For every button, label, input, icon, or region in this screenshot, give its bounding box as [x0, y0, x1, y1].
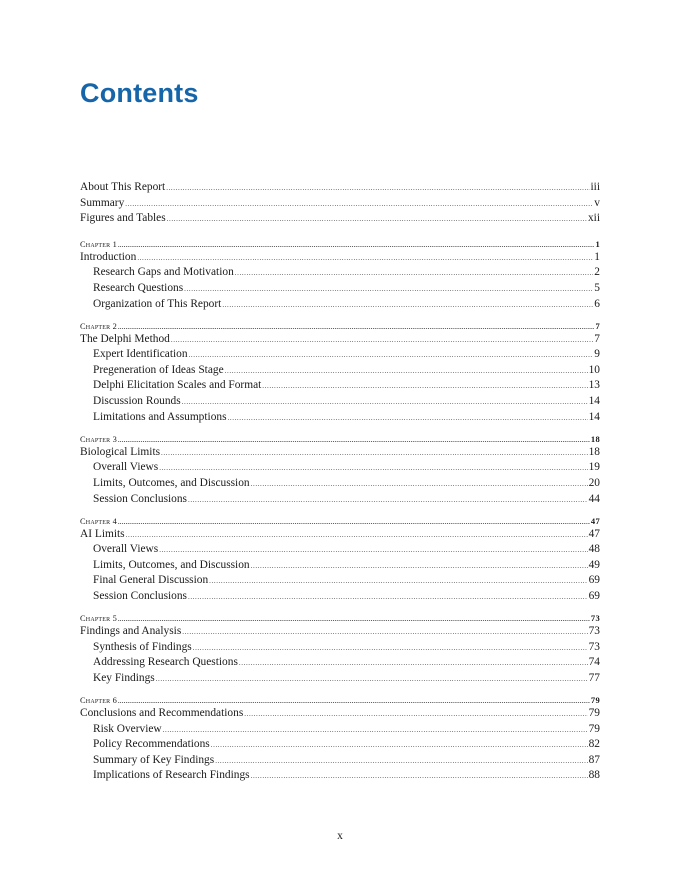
leader-dots	[159, 464, 587, 472]
toc-entry-label: Final General Discussion	[93, 574, 209, 587]
toc-page-number: 1	[594, 250, 600, 263]
leader-dots	[188, 593, 588, 601]
toc-page-number: 88	[588, 769, 600, 782]
leader-dots	[262, 382, 587, 390]
leader-dots	[167, 215, 587, 223]
toc-section-entry[interactable]	[80, 723, 600, 739]
leader-dots	[163, 726, 588, 734]
toc-section-entry[interactable]	[80, 282, 600, 298]
toc-entry-label: Overall Views	[93, 543, 159, 556]
toc-section-entry[interactable]	[80, 461, 600, 477]
toc-page-number: 69	[588, 589, 600, 602]
chapter-label: Chapter 6	[80, 695, 118, 705]
toc-entry-label: Introduction	[80, 250, 137, 263]
toc-page-number: v	[594, 196, 600, 209]
toc-section-entry[interactable]	[80, 379, 600, 395]
toc-page-number: 14	[588, 410, 600, 423]
page-folio: x	[337, 830, 343, 842]
toc-section-entry[interactable]	[80, 364, 600, 380]
toc-chapter-heading[interactable]	[80, 516, 600, 528]
toc-chapter-heading[interactable]	[80, 321, 600, 333]
toc-section-entry[interactable]	[80, 298, 600, 314]
chapter-label: Chapter 2	[80, 321, 118, 331]
toc-chapter-heading[interactable]	[80, 239, 600, 251]
page-title: Contents	[80, 78, 199, 108]
leader-dots	[244, 710, 587, 718]
toc-entry-label: Discussion Rounds	[93, 395, 181, 408]
toc-page-number: 7	[595, 320, 600, 331]
toc-section-entry[interactable]	[80, 266, 600, 282]
toc-entry-label: About This Report	[80, 181, 166, 193]
toc-entry-about[interactable]	[80, 181, 600, 197]
leader-dots	[239, 659, 588, 667]
toc-entry-label: Implications of Research Findings	[93, 769, 250, 782]
toc-page-number: 77	[588, 671, 600, 684]
toc-page-number: 79	[590, 694, 600, 705]
toc-page-number: 69	[588, 574, 600, 587]
leader-dots	[182, 628, 587, 636]
leader-dots	[118, 438, 590, 444]
toc-page-number: 18	[590, 433, 600, 444]
toc-entry-label: Delphi Elicitation Scales and Format	[93, 379, 262, 392]
toc-entry-label: Policy Recommendations	[93, 738, 210, 751]
leader-dots	[118, 325, 594, 331]
toc-entry-label: Summary	[80, 196, 125, 209]
toc-entry-label: Research Questions	[93, 281, 184, 294]
toc-entry-label: Expert Identification	[93, 348, 188, 361]
toc-entry-label: Research Gaps and Motivation	[93, 266, 234, 279]
toc-section-entry[interactable]	[80, 559, 600, 575]
toc-entry-label: Session Conclusions	[93, 492, 187, 505]
leader-dots	[159, 546, 587, 554]
toc-page-number: 74	[588, 656, 600, 669]
toc-page-number: 2	[594, 266, 600, 279]
toc-page-number: 87	[588, 753, 600, 766]
toc-section-entry[interactable]	[80, 348, 600, 364]
toc-page-number: 1	[595, 238, 600, 249]
leader-dots	[251, 480, 588, 488]
toc-page-number: 73	[588, 625, 600, 638]
chapter-label: Chapter 1	[80, 239, 118, 249]
leader-dots	[215, 757, 587, 765]
toc-page-number: 6	[594, 297, 600, 310]
leader-dots	[251, 562, 588, 570]
toc-page-number: 47	[588, 527, 600, 540]
leader-dots	[189, 351, 594, 359]
toc-entry-label: Overall Views	[93, 461, 159, 474]
leader-dots	[228, 414, 588, 422]
chapter-label: Chapter 4	[80, 516, 118, 526]
table-of-contents	[80, 181, 600, 785]
toc-section-entry[interactable]	[80, 641, 600, 657]
leader-dots	[222, 301, 593, 309]
toc-entry-label: Session Conclusions	[93, 589, 187, 602]
toc-page-number: iii	[590, 181, 600, 193]
leader-dots	[166, 184, 589, 192]
toc-chapter-title[interactable]	[80, 625, 600, 641]
toc-entry-label: Organization of This Report	[93, 297, 222, 310]
leader-dots	[235, 269, 594, 277]
toc-entry-label: Limits, Outcomes, and Discussion	[93, 476, 250, 489]
toc-entry-label: Synthesis of Findings	[93, 640, 192, 653]
leader-dots	[251, 772, 588, 780]
leader-dots	[225, 367, 588, 375]
toc-entry-label: Conclusions and Recommendations	[80, 706, 244, 719]
toc-chapter-title[interactable]	[80, 707, 600, 723]
chapter-label: Chapter 3	[80, 434, 118, 444]
toc-entry-label: AI Limits	[80, 527, 125, 540]
leader-dots	[211, 741, 588, 749]
leader-dots	[118, 520, 590, 526]
toc-section-entry[interactable]	[80, 493, 600, 509]
toc-entry-summary[interactable]	[80, 197, 600, 213]
toc-chapter-title[interactable]	[80, 528, 600, 544]
toc-entry-label: Limits, Outcomes, and Discussion	[93, 558, 250, 571]
toc-page-number: 47	[590, 515, 600, 526]
toc-page-number: 18	[588, 445, 600, 458]
leader-dots	[188, 496, 588, 504]
leader-dots	[118, 699, 590, 705]
toc-chapter-title[interactable]	[80, 333, 600, 349]
leader-dots	[161, 449, 588, 457]
toc-page-number: 44	[588, 492, 600, 505]
toc-chapter-heading[interactable]	[80, 695, 600, 707]
toc-page-number: 82	[588, 738, 600, 751]
leader-dots	[137, 254, 593, 262]
leader-dots	[209, 577, 587, 585]
leader-dots	[193, 644, 588, 652]
toc-section-entry[interactable]	[80, 543, 600, 559]
toc-page-number: 73	[590, 613, 600, 624]
toc-page-number: 49	[588, 558, 600, 571]
toc-entry-label: Limitations and Assumptions	[93, 410, 227, 423]
toc-section-entry[interactable]	[80, 738, 600, 754]
leader-dots	[182, 398, 588, 406]
leader-dots	[156, 675, 588, 683]
toc-page-number: 48	[588, 543, 600, 556]
toc-section-entry[interactable]	[80, 574, 600, 590]
toc-section-entry[interactable]	[80, 754, 600, 770]
toc-chapter-heading[interactable]	[80, 434, 600, 446]
toc-page-number: 9	[594, 348, 600, 361]
toc-section-entry[interactable]	[80, 656, 600, 672]
leader-dots	[118, 243, 594, 249]
toc-section-entry[interactable]	[80, 477, 600, 493]
toc-page-number: 73	[588, 640, 600, 653]
toc-page-number: xii	[587, 212, 600, 225]
toc-section-entry[interactable]	[80, 672, 600, 688]
toc-page-number: 10	[588, 363, 600, 376]
toc-page-number: 7	[594, 332, 600, 345]
toc-entry-label: Biological Limits	[80, 445, 161, 458]
leader-dots	[184, 285, 593, 293]
toc-entry-label: The Delphi Method	[80, 332, 170, 345]
toc-page-number: 79	[588, 722, 600, 735]
toc-entry-figures[interactable]	[80, 212, 600, 228]
toc-section-entry[interactable]	[80, 590, 600, 606]
toc-entry-label: Figures and Tables	[80, 212, 166, 225]
toc-page-number: 20	[588, 476, 600, 489]
toc-chapter-title[interactable]	[80, 446, 600, 462]
leader-dots	[118, 617, 590, 623]
leader-dots	[125, 200, 593, 208]
toc-page-number: 13	[588, 379, 600, 392]
toc-entry-label: Pregeneration of Ideas Stage	[93, 363, 224, 376]
chapter-label: Chapter 5	[80, 614, 118, 624]
toc-entry-label: Key Findings	[93, 671, 155, 684]
toc-entry-label: Addressing Research Questions	[93, 656, 238, 669]
toc-page-number: 14	[588, 395, 600, 408]
toc-page-number: 79	[588, 706, 600, 719]
toc-page-number: 5	[594, 281, 600, 294]
toc-entry-label: Summary of Key Findings	[93, 753, 215, 766]
toc-page-number: 19	[588, 461, 600, 474]
toc-chapter-heading[interactable]	[80, 613, 600, 625]
toc-section-entry[interactable]	[80, 395, 600, 411]
leader-dots	[171, 336, 593, 344]
toc-chapter-title[interactable]	[80, 251, 600, 267]
toc-entry-label: Findings and Analysis	[80, 625, 182, 638]
toc-section-entry[interactable]	[80, 769, 600, 785]
toc-section-entry[interactable]	[80, 411, 600, 427]
toc-entry-label: Risk Overview	[93, 722, 162, 735]
leader-dots	[126, 531, 588, 539]
